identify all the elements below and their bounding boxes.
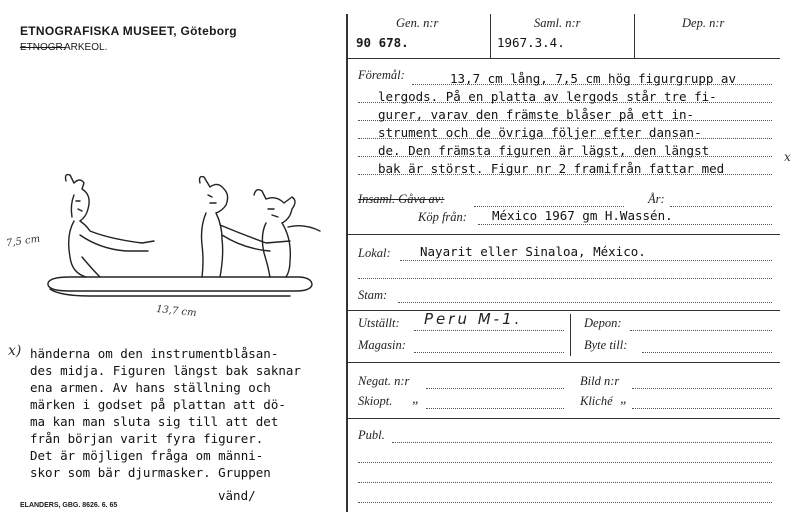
dotted-line <box>630 330 772 331</box>
slide-label: Skiopt. <box>358 394 393 408</box>
dotted-line <box>632 408 772 409</box>
dotted-line <box>426 408 564 409</box>
foremal-line: strument och de övriga följer efter dansan- <box>378 125 702 140</box>
foremal-line: lergods. På en platta av lergods står tre fi- <box>378 89 717 104</box>
purchase-from-value: México 1967 gm H.Wassén. <box>492 208 673 223</box>
continuation-line: des midja. Figuren längst bak saknar <box>30 363 301 378</box>
picture-number-label: Bild n:r <box>580 374 620 388</box>
section-rule <box>346 362 780 363</box>
continuation-line: ena armen. Av hans ställning och <box>30 380 271 395</box>
dotted-line <box>414 352 564 353</box>
locality-label: Lokal: <box>358 246 391 260</box>
saml-number-value: 1967.3.4. <box>497 35 565 50</box>
dotted-line <box>478 224 772 225</box>
exchange-label: Byte till: <box>584 338 628 352</box>
printer-footer: ELANDERS, GBG. 8626. 6. 65 <box>20 502 118 509</box>
continuation-line: ma kan man sluta sig till att det <box>30 414 279 429</box>
dotted-line <box>474 206 624 207</box>
utstallt-divider <box>570 314 571 356</box>
top-divider-2 <box>634 14 635 58</box>
continuation-line: från början varit fyra figurer. <box>30 431 264 446</box>
cliche-label: Kliché <box>580 394 613 408</box>
continuation-line: händerna om den instrumentblåsan- <box>30 346 279 361</box>
dotted-line <box>358 278 772 279</box>
slide-ditto-mark: „ <box>412 392 420 407</box>
dotted-line <box>426 388 564 389</box>
foremal-line: gurer, varav den främste blåser på ett in- <box>378 107 695 122</box>
dotted-line <box>392 442 772 443</box>
dotted-line <box>358 482 772 483</box>
dotted-line <box>414 330 564 331</box>
continuation-line: märken i godset på plattan att dö- <box>30 397 286 412</box>
top-row-rule <box>346 58 780 59</box>
dotted-line <box>358 462 772 463</box>
department: ARKEOL. <box>64 42 108 53</box>
turn-over-note: vänd/ <box>218 488 256 503</box>
figurine-drawing <box>30 165 330 310</box>
continuation-marker: x) <box>8 343 22 359</box>
exhibited-value: Peru M-1. <box>424 310 523 328</box>
negative-number-label: Negat. n:r <box>358 374 410 388</box>
section-rule <box>346 418 780 419</box>
continuation-line: skor som bär djurmasker. Gruppen <box>30 465 271 480</box>
saml-number-label: Saml. n:r <box>534 16 581 30</box>
continuation-line: Det är möjligen fråga om männi- <box>30 448 264 463</box>
length-note: 13,7 cm <box>155 303 197 320</box>
foremal-line: 13,7 cm lång, 7,5 cm hög figurgrupp av <box>450 71 736 86</box>
foremal-label: Föremål: <box>358 68 405 82</box>
purchase-from-label: Köp från: <box>418 210 467 224</box>
publication-label: Publ. <box>358 428 385 442</box>
foremal-line: de. Den främsta figuren är lägst, den längst <box>378 143 710 158</box>
dotted-line <box>400 260 772 261</box>
gen-number-label: Gen. n:r <box>396 16 439 30</box>
gen-number-value: 90 678. <box>356 35 409 50</box>
tribe-label: Stam: <box>358 288 388 302</box>
insaml-gava-label-struck: Insaml. Gåva av: <box>358 192 445 206</box>
dotted-line <box>670 206 772 207</box>
form-left-border <box>346 14 348 512</box>
section-rule <box>346 310 780 311</box>
exhibited-label: Utställt: <box>358 316 400 330</box>
dep-number-label: Dep. n:r <box>682 16 725 30</box>
storage-label: Magasin: <box>358 338 406 352</box>
cliche-ditto-mark: „ <box>620 392 628 407</box>
year-label: År: <box>648 192 665 206</box>
top-divider-1 <box>490 14 491 58</box>
dotted-line <box>642 352 772 353</box>
deposit-label: Depon: <box>584 316 622 330</box>
dotted-line <box>398 302 772 303</box>
foremal-asterisk: x <box>784 150 791 164</box>
foremal-line: bak är störst. Figur nr 2 framifrån fattar med <box>378 161 725 176</box>
dotted-line <box>358 502 772 503</box>
department-struck: ETNOGR. <box>20 42 66 53</box>
dotted-line <box>632 388 772 389</box>
museum-name: ETNOGRAFISKA MUSEET, Göteborg <box>20 24 237 38</box>
locality-value: Nayarit eller Sinaloa, México. <box>420 244 646 259</box>
height-note: 7,5 cm <box>5 233 41 250</box>
section-rule <box>346 234 780 235</box>
